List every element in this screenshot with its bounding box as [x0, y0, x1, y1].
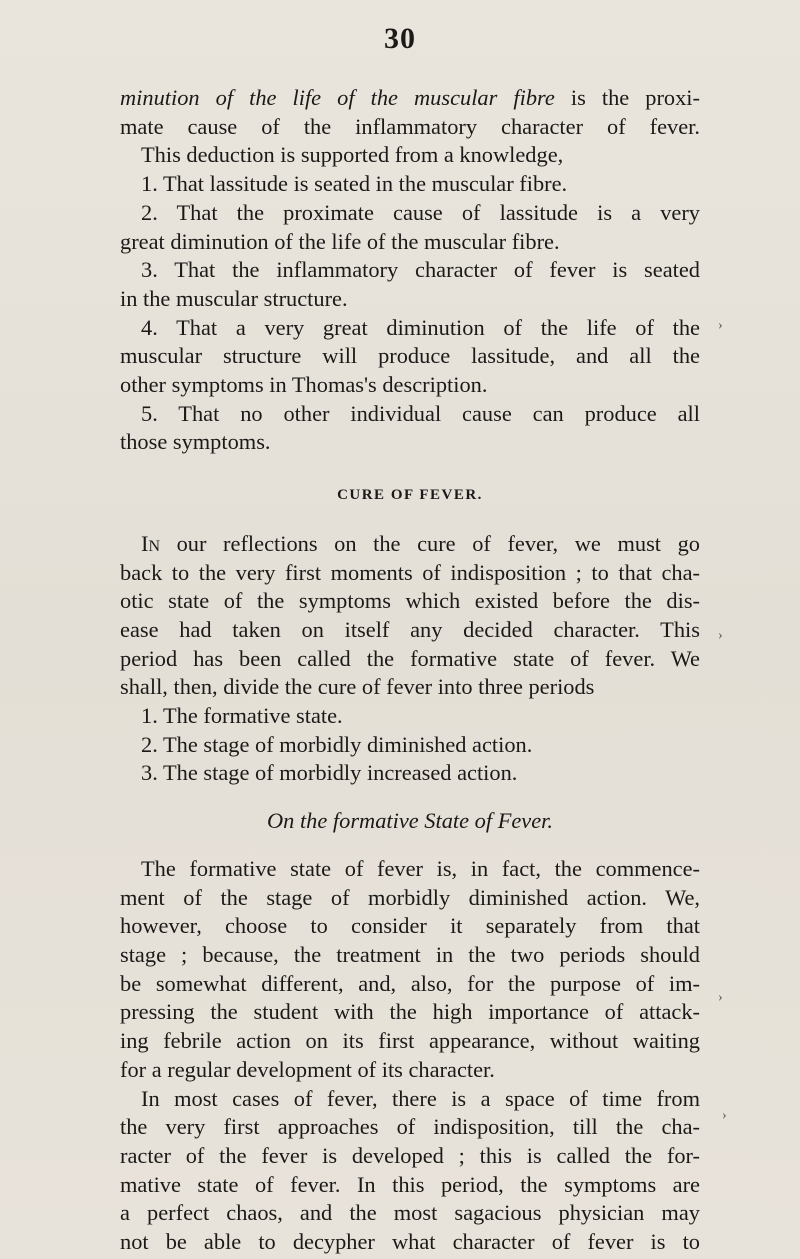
list-item-cont: those symptoms. — [120, 429, 271, 455]
text-line: otic state of the symptoms which existed before the dis- — [120, 588, 700, 614]
text-line: racter of the fever is developed ; this is called the for- — [120, 1142, 700, 1168]
list-item: 5. That no other individual cause can produce all — [141, 400, 700, 426]
list-item-cont: muscular structure will produce lassitude, and all the — [120, 343, 700, 369]
page-number: 30 — [384, 22, 416, 55]
small-caps-word: In — [141, 530, 161, 556]
text-line: for a regular development of its character. — [120, 1056, 495, 1082]
text-line: This deduction is supported from a knowledge, — [141, 142, 564, 168]
scan-speck: › — [718, 990, 723, 1005]
page-text — [120, 84, 700, 1257]
list-item: 1. That lassitude is seated in the muscular fibre. — [141, 171, 568, 197]
text-line: be somewhat different, and, also, for the purpose of im- — [120, 970, 700, 996]
list-item: 3. That the inflammatory character of fever is seated — [141, 257, 700, 283]
text-line: In our reflections on the cure of fever, we must go — [141, 530, 700, 556]
text-line: a perfect chaos, and the most sagacious physician may — [120, 1200, 700, 1226]
text-line: the very first approaches of indisposition, till the cha- — [120, 1114, 700, 1140]
text-line: stage ; because, the treatment in the two periods should — [120, 941, 700, 967]
text-line: period has been called the formative state of fever. We — [120, 645, 700, 671]
list-item-cont: in the muscular structure. — [120, 285, 348, 311]
text-line: mative state of fever. In this period, the symptoms are — [120, 1171, 700, 1197]
text-line: ment of the stage of morbidly diminished action. We, — [120, 884, 700, 910]
section-subheading: On the formative State of Fever. — [266, 808, 554, 834]
italic-lead: minution of the life of the muscular fibre — [120, 85, 555, 110]
text-line: ease had taken on itself any decided character. This — [120, 616, 700, 642]
text-line: The formative state of fever is, in fact, the commence- — [141, 855, 700, 881]
scan-speck: › — [722, 1108, 727, 1123]
list-item-cont: other symptoms in Thomas's description. — [120, 372, 488, 398]
list-item: 4. That a very great diminution of the life of the — [141, 314, 700, 340]
list-item: 2. The stage of morbidly diminished action. — [141, 731, 533, 757]
list-item: 3. The stage of morbidly increased action. — [141, 760, 518, 786]
text-line: back to the very first moments of indisposition ; to that cha- — [120, 559, 700, 585]
list-item: 2. That the proximate cause of lassitude is a very — [141, 199, 700, 225]
list-item: 1. The formative state. — [141, 703, 343, 729]
text-line: ing febrile action on its first appearance, without waiting — [120, 1028, 700, 1054]
list-item-cont: great diminution of the life of the muscular fibre. — [120, 228, 560, 254]
scan-speck: › — [718, 318, 723, 333]
text-line: minution of the life of the muscular fibre is the proxi- — [120, 85, 700, 110]
text-line: In most cases of fever, there is a space of time from — [141, 1085, 700, 1111]
scan-speck: › — [718, 628, 723, 643]
text-line: however, choose to consider it separately from that — [120, 913, 700, 939]
section-heading: CURE OF FEVER. — [337, 487, 483, 504]
text-line: pressing the student with the high importance of attack- — [120, 999, 700, 1025]
text-line: shall, then, divide the cure of fever into three periods — [120, 674, 595, 700]
text-line: mate cause of the inflammatory character of fever. — [120, 113, 700, 139]
text-line: not be able to decypher what character of fever is to — [120, 1229, 700, 1255]
